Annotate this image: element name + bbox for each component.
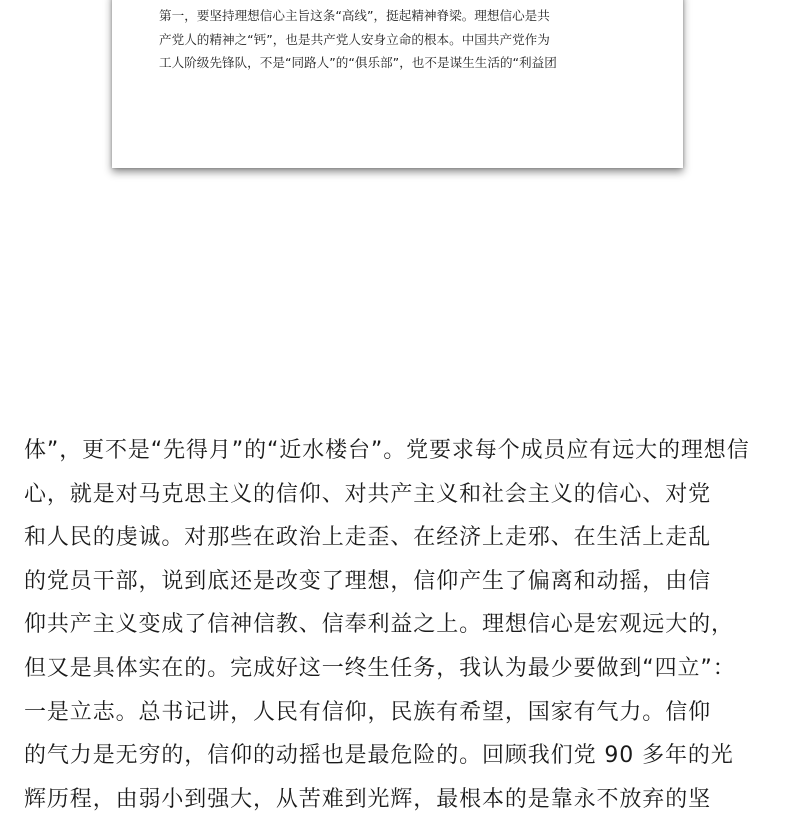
body-line: 的气力是无穷的，信仰的动摇也是最危险的。回顾我们党 90 多年的光 [24, 743, 734, 769]
body-line: 一是立志。总书记讲，人民有信仰，民族有希望，国家有气力。信仰 [24, 699, 712, 725]
preview-line: 第一，要坚持理想信心主旨这条“高线”，挺起精神脊梁。理想信心是共 [159, 8, 550, 23]
document-preview-card [112, 0, 683, 168]
body-paragraph [24, 429, 750, 821]
body-line: 体”，更不是“先得月”的“近水楼台”。党要求每个成员应有远大的理想信 [24, 438, 750, 463]
body-line: 和人民的虔诚。对那些在政治上走歪、在经济上走邪、在生活上走乱 [24, 525, 712, 551]
body-line: 但又是具体实在的。完成好这一终生任务，我认为最少要做到“四立”： [24, 655, 736, 681]
body-line: 的党员干部，说到底还是改变了理想，信仰产生了偏离和动摇，由信 [24, 568, 712, 594]
preview-line: 工人阶级先锋队，不是“同路人”的“俱乐部”，也不是谋生生活的“利益团 [159, 55, 557, 70]
body-line: 仰共产主义变成了信神信教、信奉利益之上。理想信心是宏观远大的， [24, 612, 734, 638]
preview-paragraph [159, 4, 599, 75]
preview-line: 产党人的精神之“钙”，也是共产党人安身立命的根本。中国共产党作为 [159, 31, 550, 47]
body-line: 心，就是对马克思主义的信仰、对共产主义和社会主义的信心、对党 [24, 481, 712, 507]
body-line: 辉历程，由弱小到强大，从苦难到光辉，最根本的是靠永不放弃的坚 [24, 786, 712, 812]
